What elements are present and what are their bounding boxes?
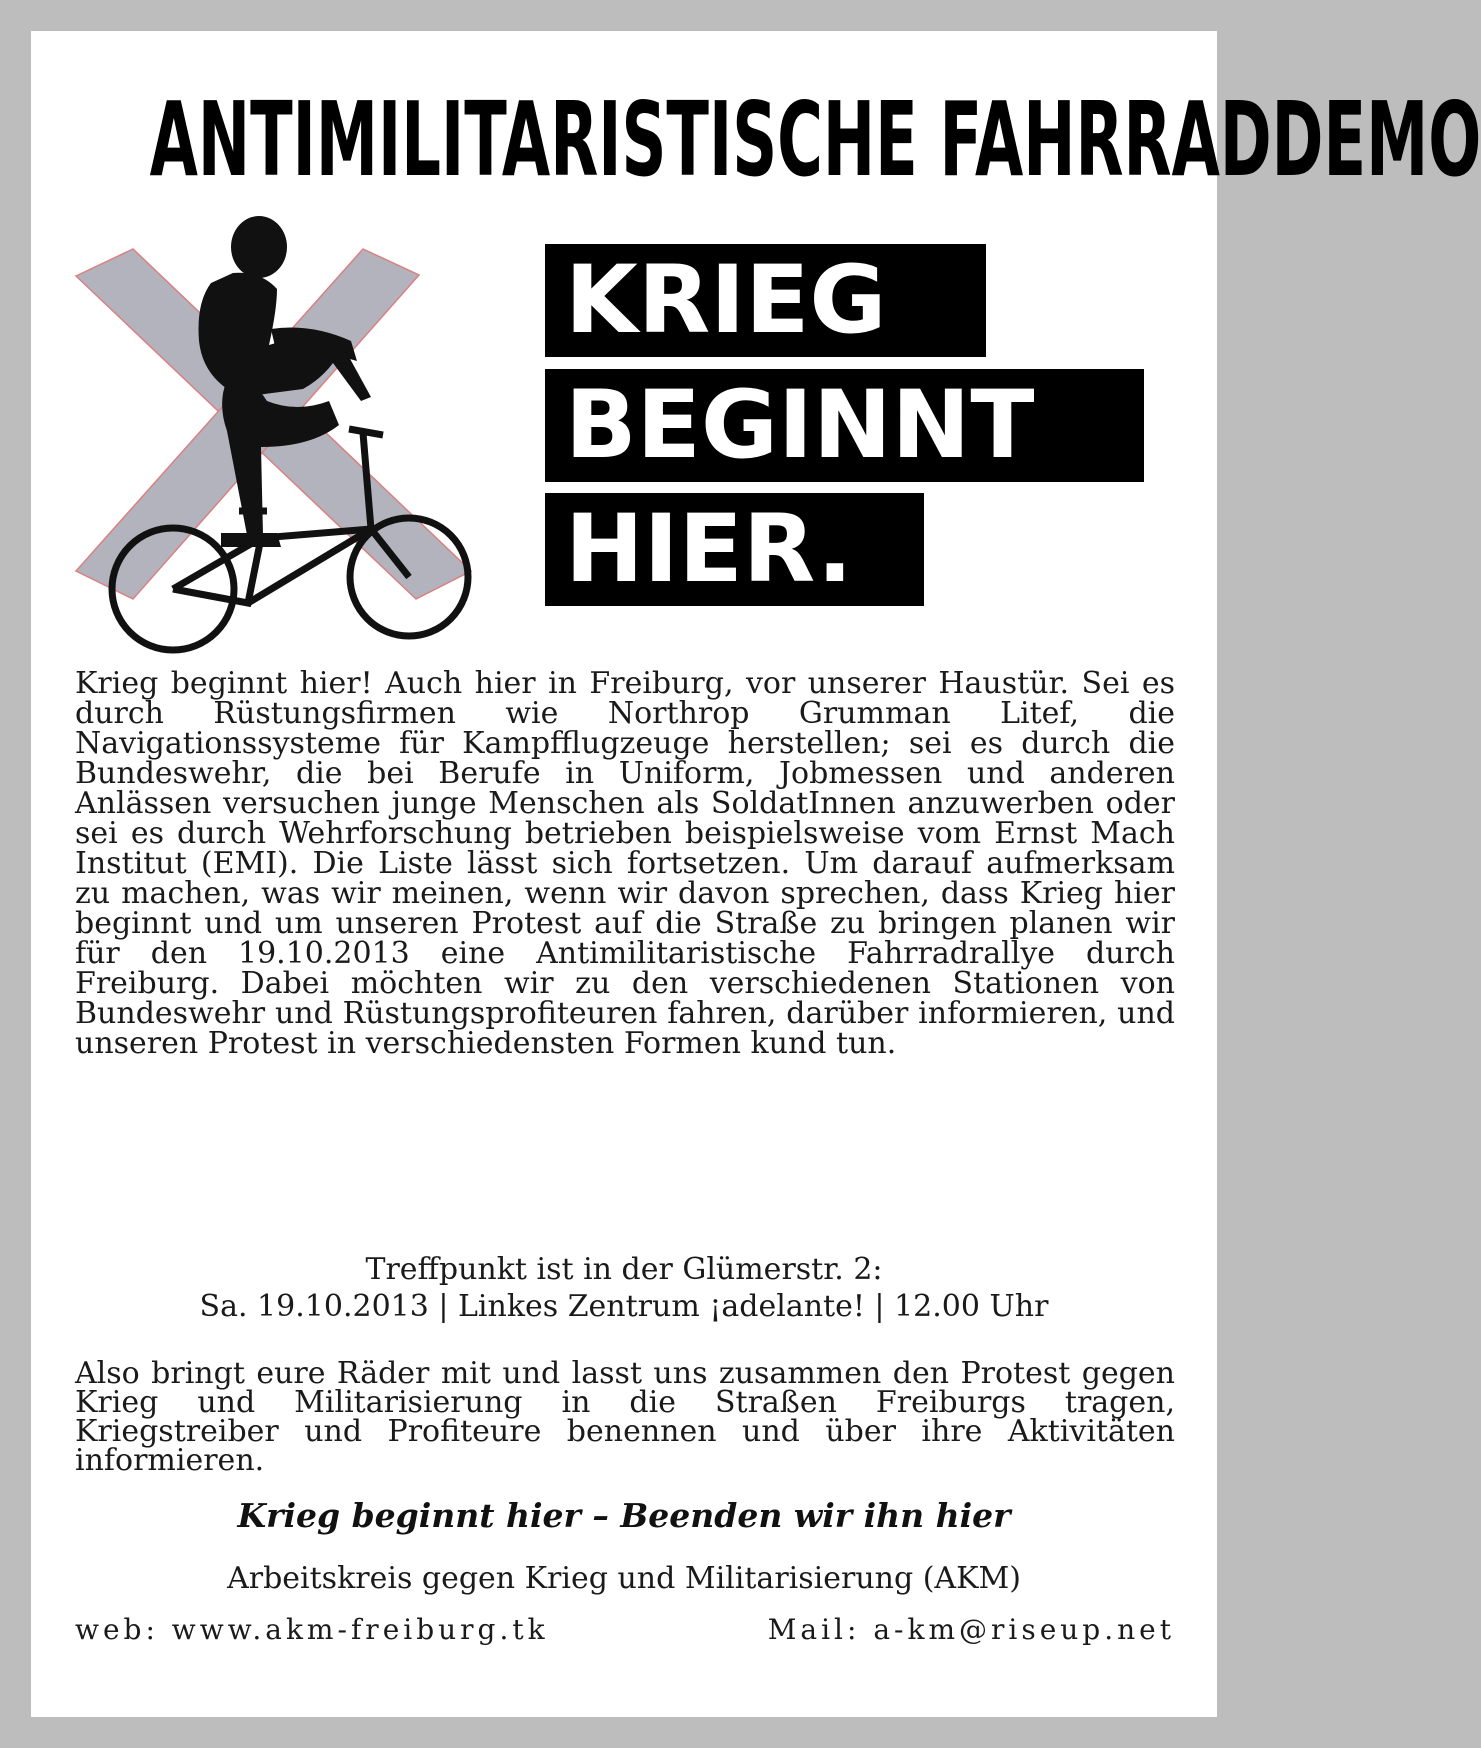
slogan-line-krieg: KRIEG	[545, 244, 986, 357]
meeting-date-time: Sa. 19.10.2013 | Linkes Zentrum ¡adelante! | 12.00 Uhr	[199, 1289, 1049, 1324]
organization-name: Arbeitskreis gegen Krieg und Militarisierung (AKM)	[227, 1561, 1021, 1596]
motto: Krieg beginnt hier – Beenden wir ihn hier	[237, 1496, 1011, 1535]
meeting-place: Treffpunkt ist in der Glümerstr. 2:	[365, 1252, 883, 1287]
cyclist-silhouette-over-x-icon	[71, 211, 601, 661]
flyer-page	[31, 31, 1481, 1717]
website-link[interactable]: web: www.akm-freiburg.tk	[75, 1613, 549, 1646]
slogan-line-hier: HIER.	[545, 493, 924, 606]
call-to-action-paragraph: Also bringt eure Räder mit und lasst uns zusammen den Protest gegen Krieg und Militarisierung in die Straßen Freiburgs tragen, Kriegstreiber und Profiteure benennen und über ihre Aktivitäten informieren.	[75, 1356, 1175, 1478]
meeting-info	[31, 1251, 1217, 1325]
cyclist-graphic	[71, 211, 601, 661]
slogan-line-beginnt: BEGINNT	[545, 369, 1144, 482]
intro-paragraph: Krieg beginnt hier! Auch hier in Freiburg, vor unserer Haustür. Sei es durch Rüstungsfirmen wie Northrop Grumman Litef, die Navigationssysteme für Kampfflugzeuge herstellen; sei es durch die Bundeswehr, die bei Berufe in Uniform, Jobmessen und anderen Anlässen versuchen junge Menschen als SoldatInnen anzuwerben oder sei es durch Wehrforschung betrieben beispielsweise vom Ernst Mach Institut (EMI). Die Liste lässt sich fortsetzen. Um darauf aufmerksam zu machen, was wir meinen, wenn wir davon sprechen, dass Krieg hier beginnt und um unseren Protest auf die Straße zu bringen planen wir für den 19.10.2013 eine Antimilitaristische Fahrradrallye durch Freiburg. Dabei möchten wir zu den verschiedenen Stationen von Bundeswehr und Rüstungsprofiteuren fahren, darüber informieren, und unseren Protest in verschiedensten Formen kund tun.	[75, 666, 1175, 1061]
email-link[interactable]: Mail: a-km@riseup.net	[767, 1613, 1175, 1646]
flyer-title: ANTIMILITARISTISCHE FAHRRADDEMO	[149, 81, 1481, 200]
